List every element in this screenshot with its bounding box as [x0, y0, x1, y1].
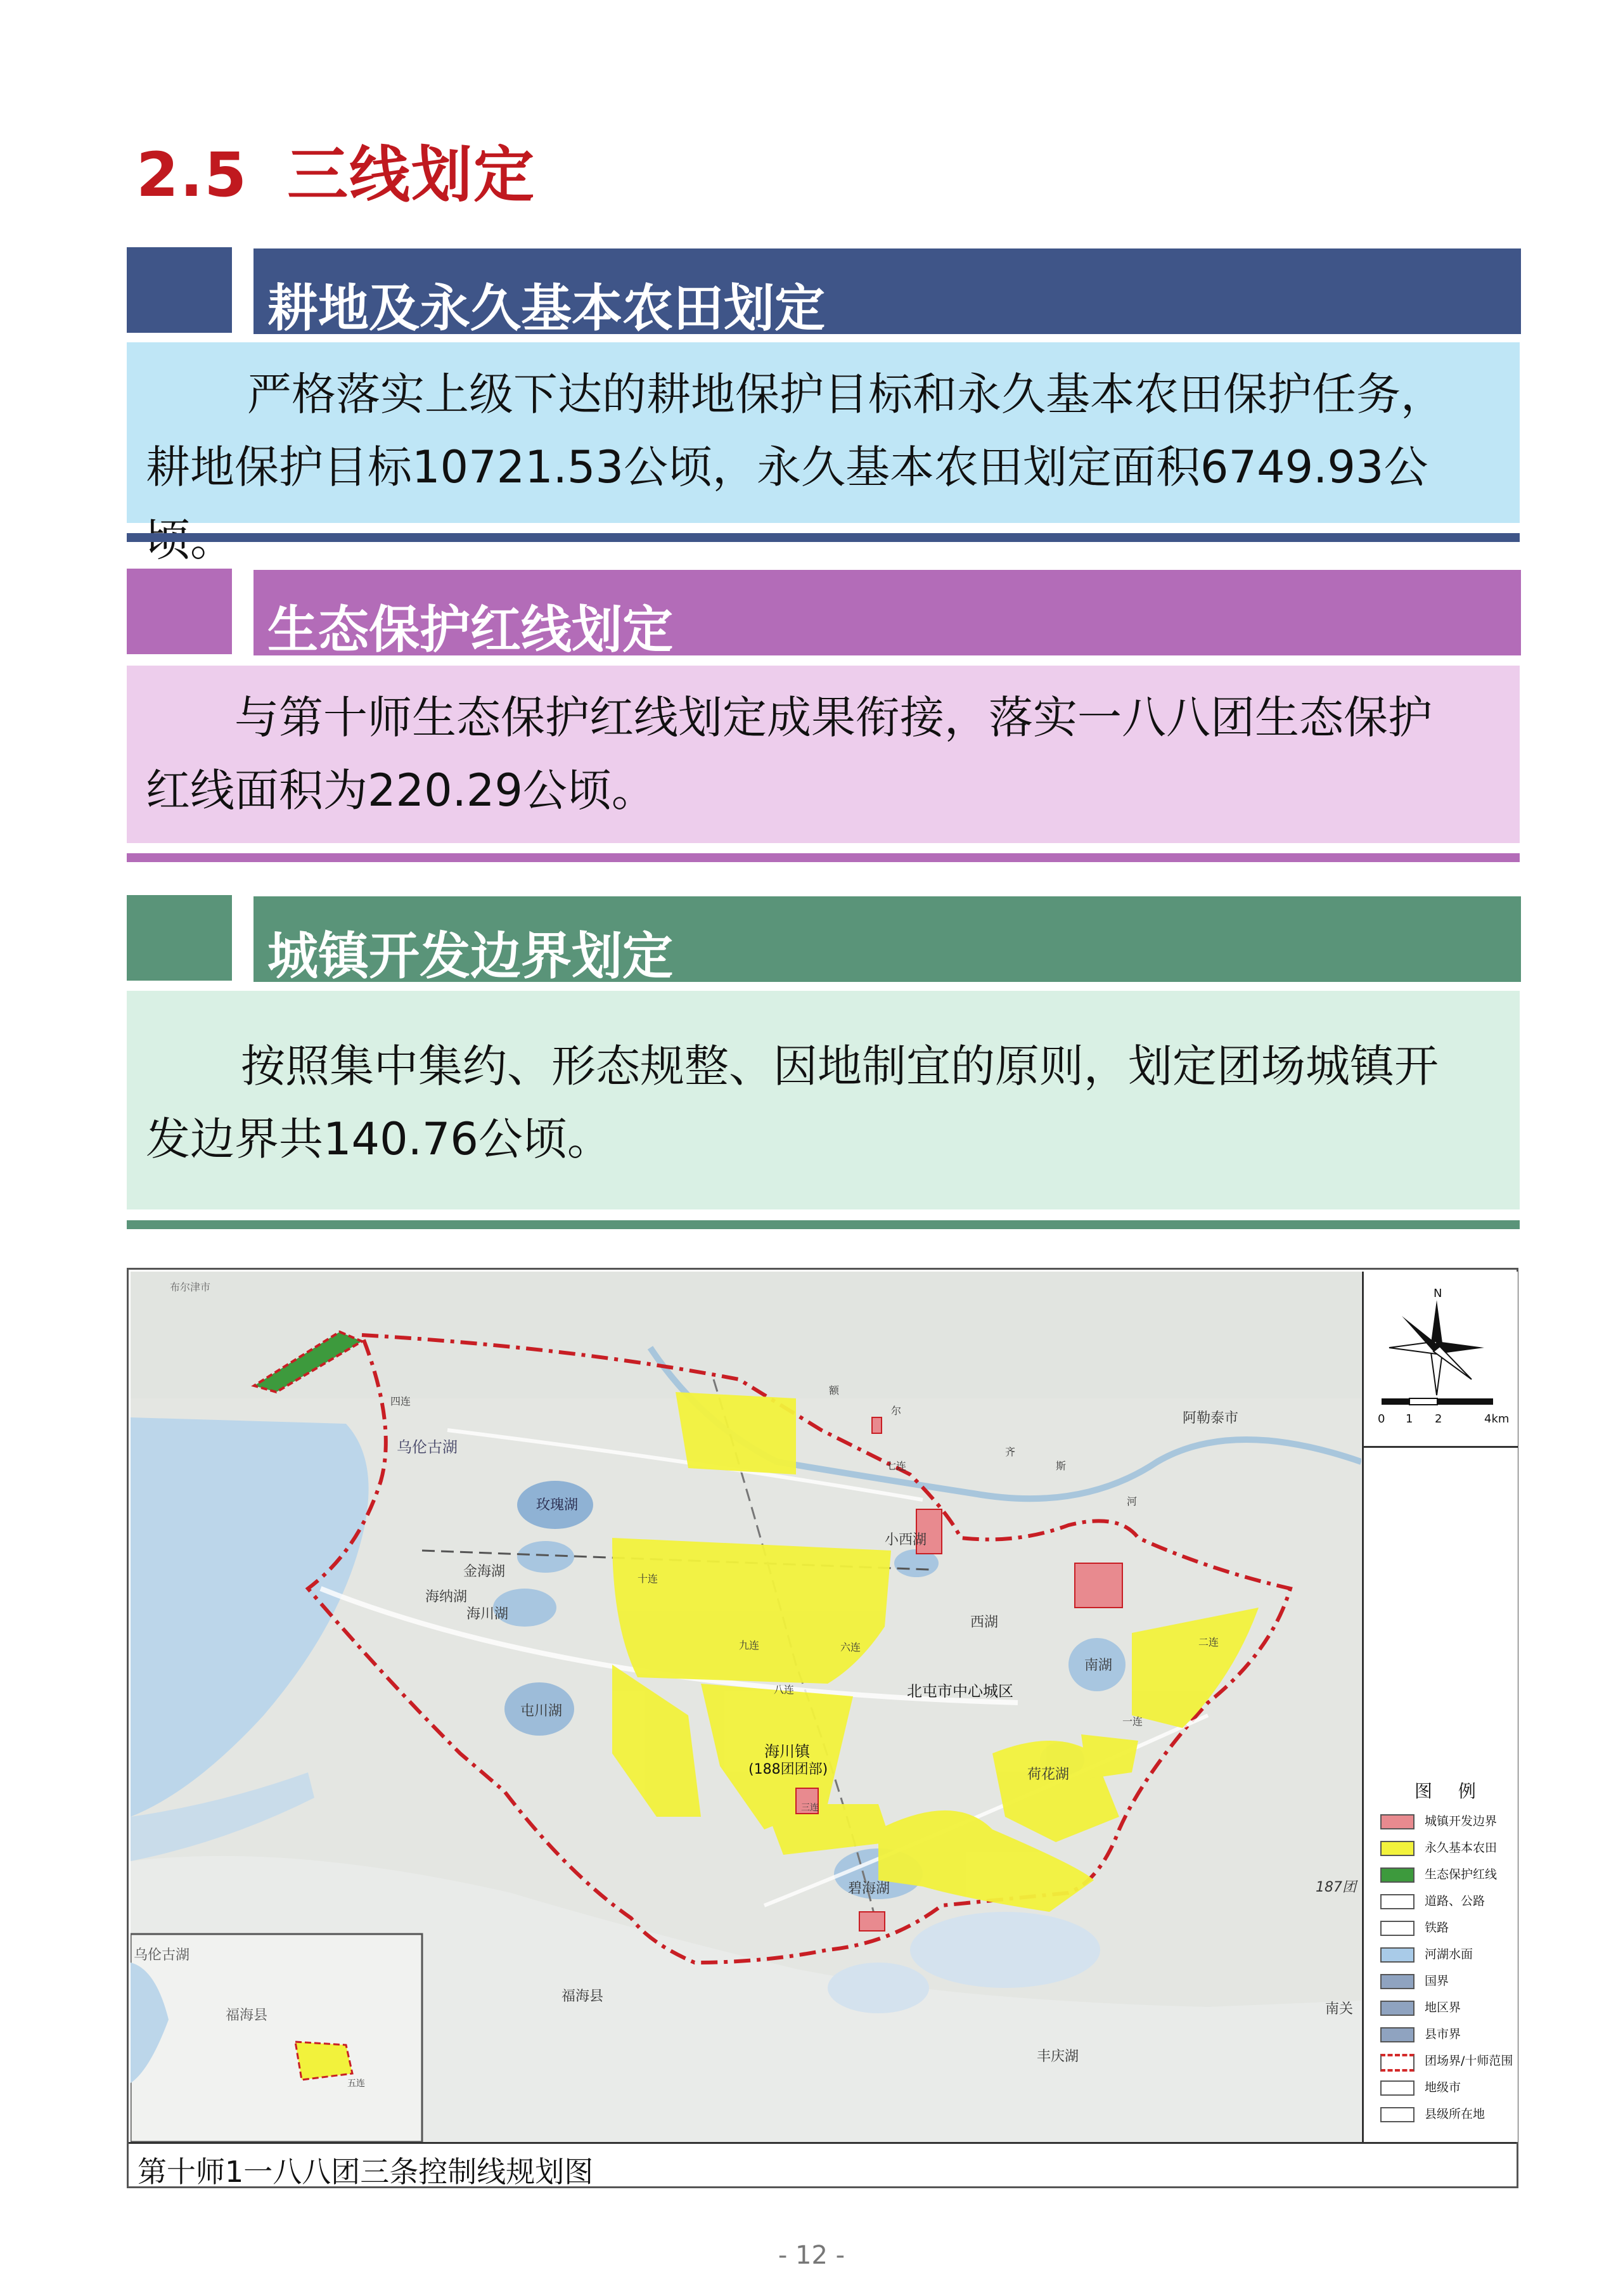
scale-tick-2: 2 — [1435, 1412, 1442, 1426]
legend-swatch — [1380, 2107, 1415, 2122]
inset-fuhai-label: 福海县 — [226, 2008, 268, 2023]
label-fengqinghu: 丰庆湖 — [1037, 2049, 1079, 2065]
inset-map — [131, 1934, 422, 2142]
legend-label: 铁路 — [1425, 1921, 1449, 1935]
label-center: 北屯市中心城区 — [907, 1682, 1013, 1700]
river-char-5: 河 — [1127, 1495, 1138, 1507]
label-bihaihu: 碧海湖 — [848, 1881, 890, 1897]
label-xiaoxihu: 小西湖 — [885, 1532, 927, 1548]
label-hainahu: 海纳湖 — [425, 1589, 468, 1605]
river-char-4: 斯 — [1056, 1460, 1067, 1472]
block3-body — [127, 991, 1520, 1209]
legend-item — [1380, 1809, 1517, 1831]
scale-tick-0: 0 — [1378, 1412, 1385, 1426]
label-jinhaihu: 金海湖 — [463, 1564, 506, 1580]
label-balian: 八连 — [774, 1684, 795, 1696]
legend-label: 河湖水面 — [1425, 1947, 1473, 1961]
legend-label: 生态保护红线 — [1425, 1867, 1498, 1881]
legend-item — [1380, 1969, 1517, 1990]
legend-swatch — [1380, 1841, 1415, 1856]
legend-title: 图 例 — [1415, 1781, 1486, 1802]
river-char-2: 尔 — [891, 1405, 902, 1417]
block1-body — [127, 342, 1520, 523]
block2-header-square — [127, 569, 232, 654]
block3-line2: 发边界共140.76公顷。 — [146, 1113, 612, 1165]
map-graphic — [131, 1272, 1361, 2142]
legend-item — [1380, 1996, 1517, 2017]
map-legend-panel — [1362, 1272, 1518, 2142]
label-hehuahu: 荷花湖 — [1027, 1767, 1070, 1783]
block2-rule — [127, 853, 1520, 862]
label-yilian: 一连 — [1122, 1715, 1143, 1727]
legend-swatch — [1380, 1814, 1415, 1829]
legend-swatch — [1380, 2001, 1415, 2016]
block1-header-bar — [253, 248, 1521, 338]
north-label: N — [1434, 1287, 1442, 1300]
label-shilian: 十连 — [638, 1573, 658, 1585]
legend-item — [1380, 2102, 1517, 2124]
label-qilian: 七连 — [886, 1460, 907, 1472]
legend-swatch — [1380, 1867, 1415, 1883]
legend-label: 地级市 — [1425, 2080, 1461, 2094]
legend-item — [1380, 2022, 1517, 2044]
river-char-3: 齐 — [1005, 1446, 1016, 1458]
legend-item — [1380, 2075, 1517, 2097]
legend-swatch — [1380, 2027, 1415, 2042]
section-title — [136, 127, 536, 214]
label-sanlian: 三连 — [801, 1803, 819, 1813]
legend-swatch — [1380, 1974, 1415, 1989]
legend-label: 城镇开发边界 — [1425, 1814, 1498, 1828]
legend-swatch — [1380, 2054, 1415, 2072]
block2-header-bar — [253, 570, 1521, 659]
label-buerjin: 布尔津市 — [170, 1281, 211, 1293]
label-town-sub: (188团团部) — [748, 1762, 828, 1777]
legend-item — [1380, 1862, 1517, 1884]
legend-label: 县市界 — [1425, 2027, 1461, 2041]
block2-heading: 生态保护红线划定 — [267, 600, 673, 659]
block2-line2: 红线面积为220.29公顷。 — [146, 764, 656, 816]
map-area — [131, 1272, 1361, 2142]
legend-label: 地区界 — [1425, 2001, 1461, 2015]
label-silian: 四连 — [390, 1395, 411, 1407]
page-number: - 12 - — [778, 2241, 845, 2270]
block3-header-square — [127, 895, 232, 981]
block1-rule — [127, 533, 1520, 542]
block2-body — [127, 666, 1520, 843]
scale-tick-1: 1 — [1406, 1412, 1413, 1426]
block1-text — [146, 358, 1501, 577]
label-town: 海川镇 — [764, 1743, 810, 1760]
label-haichuanhu: 海川湖 — [466, 1606, 509, 1622]
block3-text — [146, 1030, 1501, 1176]
legend-label: 道路、公路 — [1425, 1894, 1485, 1908]
block1-line1: 严格落实上级下达的耕地保护目标和永久基本农田保护任务， — [247, 368, 1445, 420]
label-liulian: 六连 — [840, 1641, 861, 1653]
scale-tick-4: 4km — [1484, 1412, 1510, 1426]
label-erlian: 二连 — [1198, 1636, 1219, 1648]
map-caption-bar — [129, 2142, 1517, 2188]
label-nanhu: 南湖 — [1084, 1658, 1113, 1674]
block1-heading: 耕地及永久基本农田划定 — [267, 279, 825, 338]
block1-line2: 耕地保护目标10721.53公顷，永久基本农田划定面积6749.93公 — [146, 441, 1428, 493]
block3-header-bar — [253, 896, 1521, 986]
legend-label: 永久基本农田 — [1425, 1841, 1498, 1855]
label-nanguan: 南关 — [1325, 2001, 1354, 2017]
river-char-1: 额 — [829, 1384, 840, 1396]
label-fuhai: 福海县 — [561, 1989, 604, 2004]
block3-rule — [127, 1220, 1520, 1229]
section-title-text: 三线划定 — [287, 139, 536, 210]
label-wulungu: 乌伦古湖 — [397, 1438, 458, 1456]
compass-icon — [1364, 1272, 1518, 1446]
legend-swatch — [1380, 1894, 1415, 1909]
label-xihu: 西湖 — [970, 1615, 999, 1630]
label-tunchuanhu: 屯川湖 — [520, 1703, 563, 1719]
inset-wulian-label: 五连 — [347, 2079, 365, 2089]
legend-swatch — [1380, 2080, 1415, 2096]
legend-item — [1380, 2049, 1517, 2070]
inset-wulungu-label: 乌伦古湖 — [134, 1947, 190, 1963]
legend-label: 国界 — [1425, 1974, 1449, 1988]
planning-map-figure — [127, 1268, 1518, 2188]
block1-header-square — [127, 247, 232, 333]
legend-swatch — [1380, 1947, 1415, 1963]
label-187: 187团 — [1316, 1880, 1356, 1895]
section-number: 2.5 — [136, 139, 248, 210]
block2-text — [146, 681, 1501, 827]
block2-line1: 与第十师生态保护红线划定成果衔接，落实一八八团生态保护 — [234, 692, 1432, 744]
label-meiguihu: 玫瑰湖 — [536, 1497, 579, 1513]
legend-item — [1380, 1942, 1517, 1964]
block3-heading: 城镇开发边界划定 — [267, 927, 673, 986]
map-caption: 第十师1一八八团三条控制线规划图 — [138, 2155, 594, 2189]
label-altai: 阿勒泰市 — [1183, 1410, 1239, 1426]
legend-item — [1380, 1836, 1517, 1857]
legend-label: 团场界/十师范围 — [1425, 2054, 1513, 2068]
block3-line1: 按照集中集约、形态规整、因地制宜的原则，划定团场城镇开 — [241, 1040, 1439, 1092]
legend-item — [1380, 1916, 1517, 1937]
label-jiulian: 九连 — [739, 1639, 760, 1651]
legend-label: 县级所在地 — [1425, 2107, 1485, 2121]
legend-item — [1380, 1889, 1517, 1911]
north-arrow-scale-box — [1364, 1272, 1518, 1448]
legend-swatch — [1380, 1921, 1415, 1936]
